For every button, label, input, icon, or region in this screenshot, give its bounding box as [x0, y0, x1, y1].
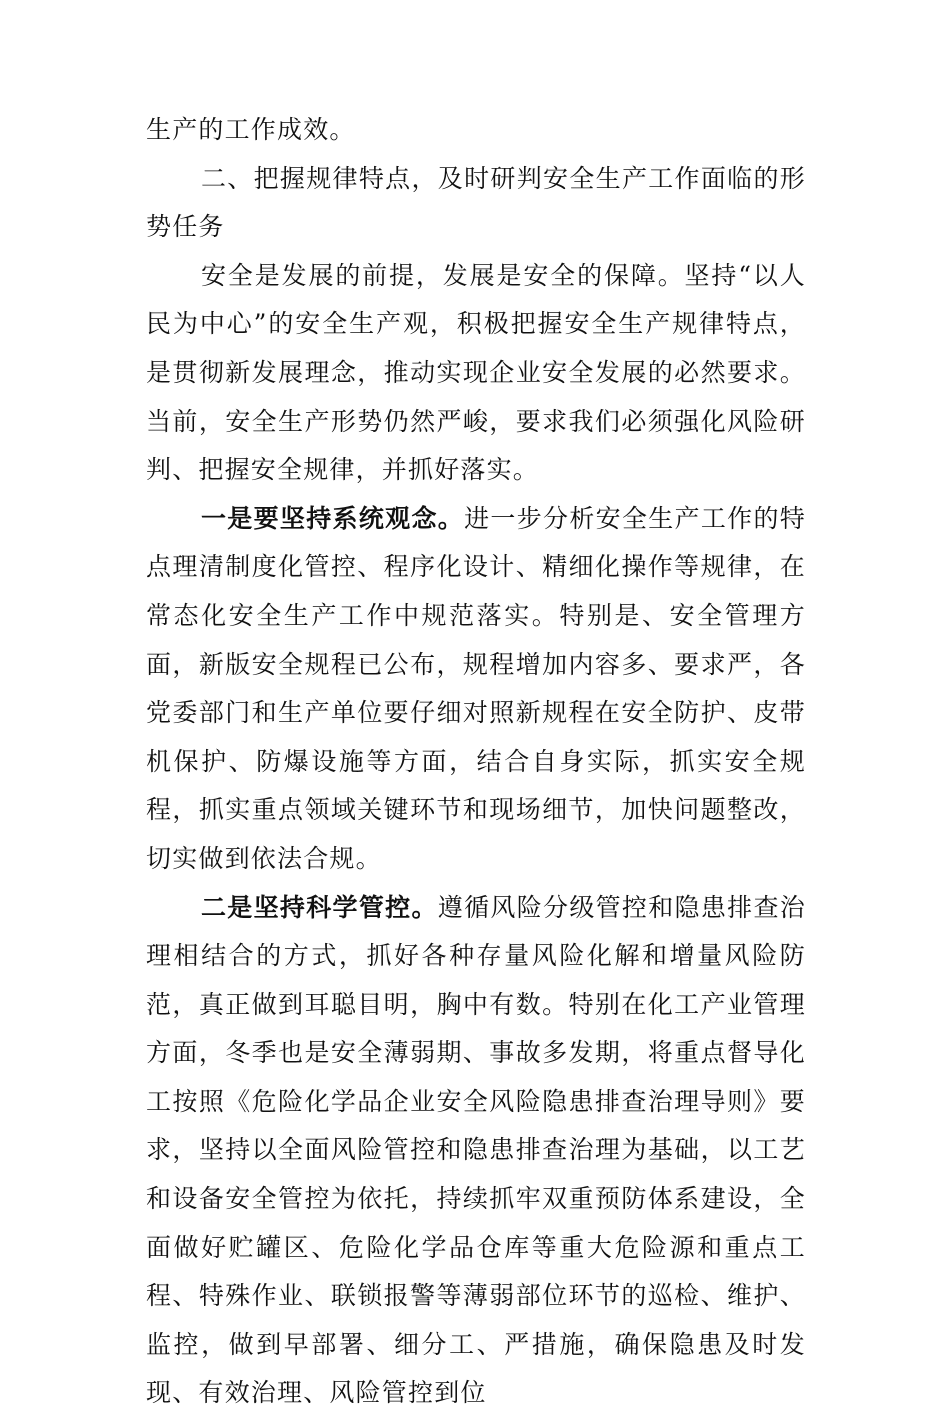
- intro-paragraph: 安全是发展的前提，发展是安全的保障。坚持“以人民为中心”的安全生产观，积极把握安全生产规律特点，是贯彻新发展理念，推动实现企业安全发展的必然要求。当前，安全生产形势仍然严峻，要求我们必须强化风险研判、把握安全规律，并抓好落实。: [146, 252, 806, 495]
- document-body: [146, 106, 806, 1418]
- point-two-text: 遵循风险分级管控和隐患排查治理相结合的方式，抓好各种存量风险化解和增量风险防范，真正做到耳聪目明，胸中有数。特别在化工产业管理方面，冬季也是安全薄弱期、事故多发期，将重点督导化工按照《危险化学品企业安全风险隐患排查治理导则》要求，坚持以全面风险管控和隐患排查治理为基础，以工艺和设备安全管控为依托，持续抓牢双重预防体系建设，全面做好贮罐区、危险化学品仓库等重大危险源和重点工程、特殊作业、联锁报警等薄弱部位环节的巡检、维护、监控，做到早部署、细分工、严措施，确保隐患及时发现、有效治理、风险管控到位: [146, 893, 806, 1408]
- point-two-lead: 二是坚持科学管控。: [201, 893, 438, 922]
- point-two-paragraph: [146, 884, 806, 1418]
- point-one-paragraph: [146, 495, 806, 884]
- point-one-text: 进一步分析安全生产工作的特点理清制度化管控、程序化设计、精细化操作等规律，在常态化安全生产工作中规范落实。特别是、安全管理方面，新版安全规程已公布，规程增加内容多、要求严，各党委部门和生产单位要仔细对照新规程在安全防护、皮带机保护、防爆设施等方面，结合自身实际，抓实安全规程，抓实重点领域关键环节和现场细节，加快问题整改，切实做到依法合规。: [146, 504, 806, 873]
- continuation-line: 生产的工作成效。: [146, 106, 806, 155]
- section-heading: 二、把握规律特点，及时研判安全生产工作面临的形势任务: [146, 155, 806, 252]
- point-one-lead: 一是要坚持系统观念。: [201, 504, 464, 533]
